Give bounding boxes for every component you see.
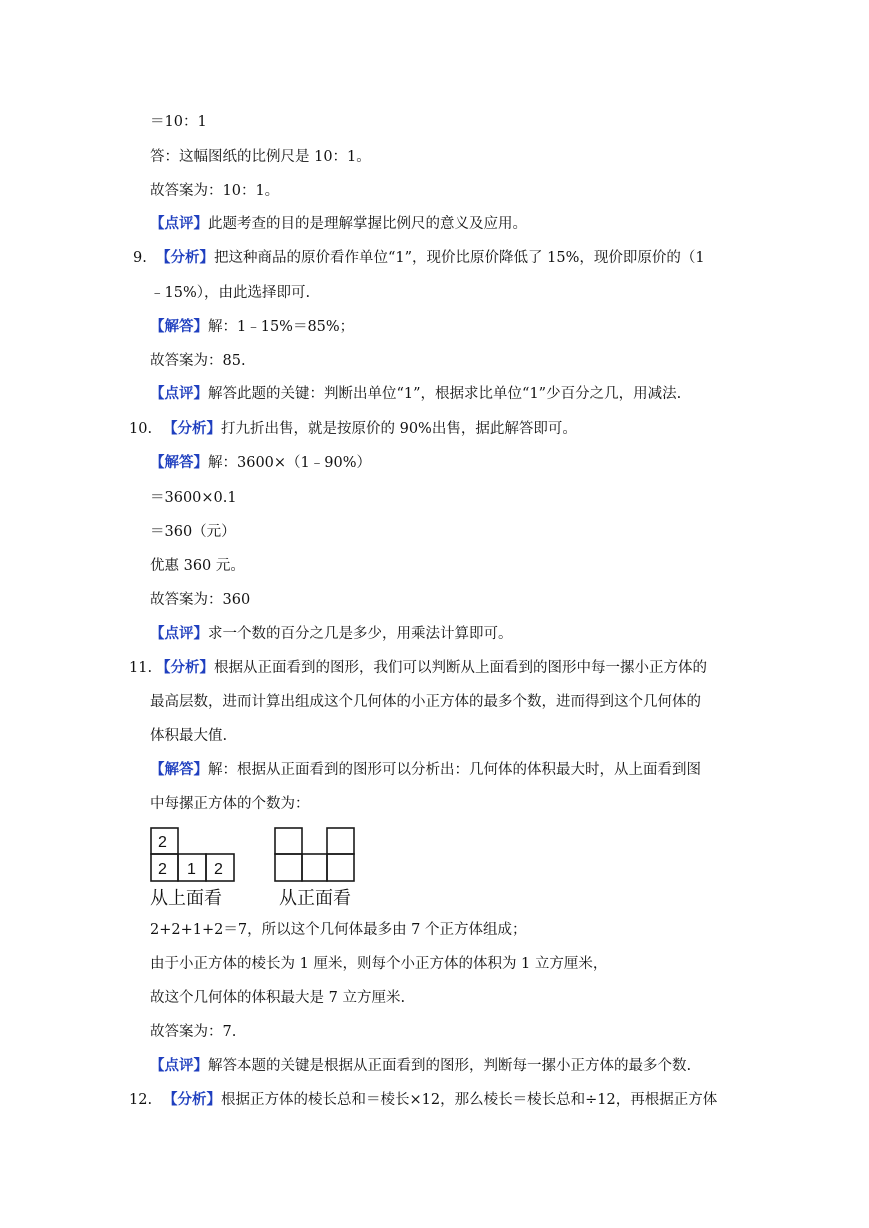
final-answer: 故答案为：10：1。 [150, 183, 280, 199]
question-number-9: 9. [133, 250, 147, 266]
view-diagram [150, 826, 370, 908]
q11-analysis-cont-2: 体积最大值. [150, 728, 228, 744]
analysis-tag: 【分析】 [163, 420, 221, 437]
top-view-count: 2 [214, 861, 223, 878]
review-tag: 【点评】 [150, 385, 208, 402]
q10-analysis [163, 419, 577, 439]
top-view-count: 2 [158, 834, 167, 851]
front-view-cell [327, 828, 354, 854]
q11-step-2: 由于小正方体的棱长为 1 厘米，则每个小正方体的体积为 1 立方厘米， [150, 956, 608, 972]
analysis-text: 根据正方体的棱长总和＝棱长×12，那么棱长＝棱长总和÷12，再根据正方体 [221, 1092, 718, 1108]
analysis-text: 打九折出售，就是按原价的 90%出售，据此解答即可。 [221, 421, 577, 437]
top-view-count: 1 [187, 861, 196, 878]
q11-step-3: 故这个几何体的体积最大是 7 立方厘米. [150, 990, 406, 1006]
question-number-11: 11. [129, 660, 153, 676]
solution-tag: 【解答】 [150, 318, 208, 335]
analysis-tag: 【分析】 [156, 659, 214, 676]
q9-solution [150, 317, 354, 337]
q9-final-answer: 故答案为：85. [150, 353, 246, 369]
review-tag: 【点评】 [150, 625, 208, 642]
q10-review [150, 624, 513, 644]
solution-text: 解：3600×（1﹣90%） [208, 455, 372, 471]
q10-step-3: 优惠 360 元。 [150, 558, 245, 574]
front-view-cell [302, 854, 327, 881]
q10-solution [150, 453, 371, 473]
top-view-label: 从上面看 [150, 888, 222, 908]
q11-solution-cont: 中每摞正方体的个数为： [150, 796, 310, 812]
front-view-cell [275, 828, 302, 854]
analysis-tag: 【分析】 [163, 1091, 221, 1108]
review-tag: 【点评】 [150, 1057, 208, 1074]
front-view-cell [327, 854, 354, 881]
review-text: 求一个数的百分之几是多少，用乘法计算即可。 [208, 626, 513, 642]
question-number-10: 10. [129, 421, 153, 437]
q11-step-1: 2+2+1+2＝7，所以这个几何体最多由 7 个正方体组成； [150, 922, 527, 938]
front-view-label: 从正面看 [279, 888, 351, 908]
review-text: 解答本题的关键是根据从正面看到的图形，判断每一摞小正方体的最多个数. [208, 1058, 692, 1074]
front-view-cell [275, 854, 302, 881]
q11-solution [150, 760, 701, 780]
q9-analysis [156, 248, 705, 268]
analysis-text: 根据从正面看到的图形，我们可以判断从上面看到的图形中每一摞小正方体的 [214, 660, 707, 676]
review-text: 此题考查的目的是理解掌握比例尺的意义及应用。 [208, 216, 527, 232]
q11-final-answer: 故答案为：7. [150, 1024, 237, 1040]
solution-tag: 【解答】 [150, 454, 208, 471]
q11-review [150, 1056, 691, 1076]
q11-analysis-cont-1: 最高层数，进而计算出组成这个几何体的小正方体的最多个数，进而得到这个几何体的 [150, 694, 701, 710]
question-number-12: 12. [129, 1092, 153, 1108]
solution-text: 解：1﹣15%＝85%； [208, 319, 355, 335]
solution-text: 解：根据从正面看到的图形可以分析出：几何体的体积最大时，从上面看到图 [208, 762, 701, 778]
answer-line: 答：这幅图纸的比例尺是 10：1。 [150, 149, 371, 165]
review-text: 解答此题的关键：判断出单位“1”，根据求比单位“1”少百分之几，用减法. [208, 386, 682, 402]
analysis-tag: 【分析】 [156, 249, 214, 266]
step-line: ＝10：1 [150, 114, 207, 130]
analysis-text: 把这种商品的原价看作单位“1”，现价比原价降低了 15%，现价即原价的（1 [214, 250, 705, 266]
q10-step-1: ＝3600×0.1 [150, 490, 237, 506]
q9-review [150, 384, 681, 404]
q11-analysis [156, 658, 707, 678]
q10-step-2: ＝360（元） [150, 524, 236, 540]
q9-analysis-cont: ﹣15%），由此选择即可. [150, 285, 311, 301]
q10-final-answer: 故答案为：360 [150, 592, 251, 608]
q12-analysis [163, 1090, 717, 1110]
top-view-count: 2 [158, 861, 167, 878]
solution-tag: 【解答】 [150, 761, 208, 778]
review-tag: 【点评】 [150, 215, 208, 232]
review-line [150, 214, 527, 234]
